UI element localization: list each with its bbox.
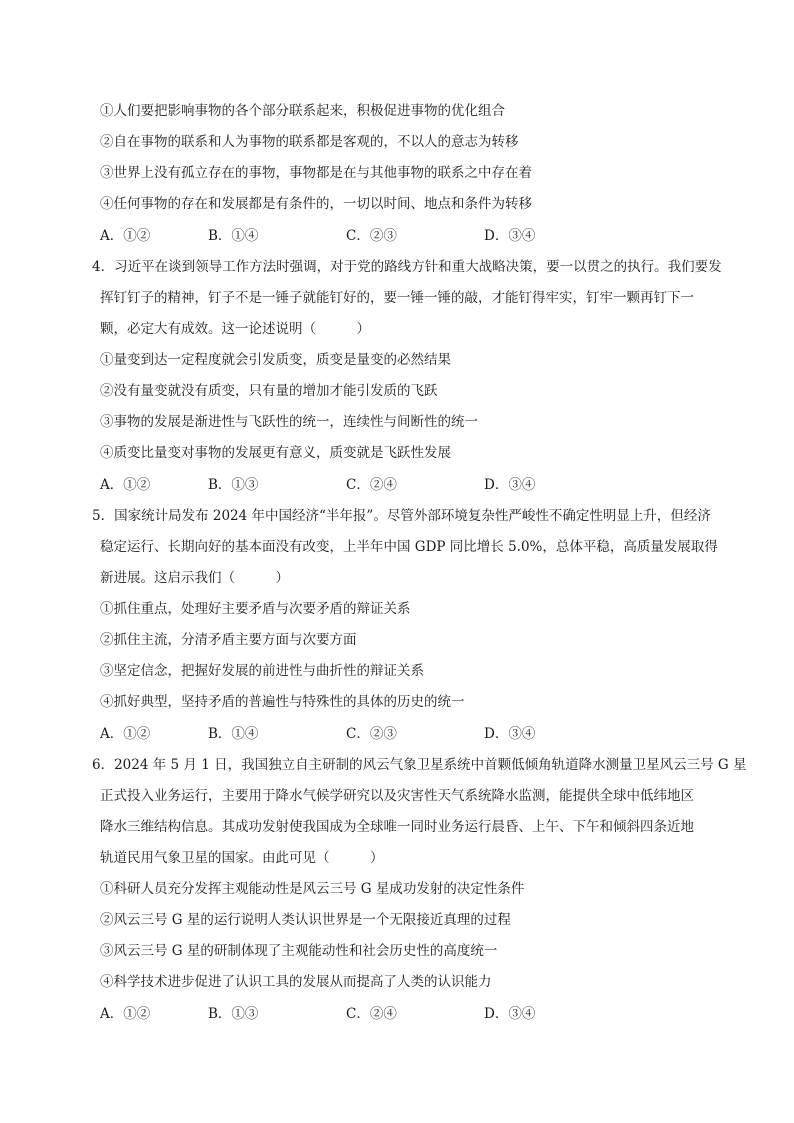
q6-option-b: B．①③ <box>208 1006 259 1022</box>
q6-option-c: C．②④ <box>346 1006 397 1022</box>
q3-option-a: A．①② <box>100 228 151 244</box>
q6-item-4: ④科学技术进步促进了认识工具的发展从而提高了人类的认识能力 <box>100 974 492 990</box>
q5-item-2: ②抓住主流，分清矛盾主要方面与次要方面 <box>100 632 357 648</box>
q6-item-3: ③风云三号 G 星的研制体现了主观能动性和社会历史性的高度统一 <box>100 943 498 959</box>
q5-option-a: A．①② <box>100 726 151 742</box>
q4-item-1: ①量变到达一定程度就会引发质变，质变是量变的必然结果 <box>100 352 451 368</box>
q5-option-d: D．③④ <box>484 726 536 742</box>
q3-item-4: ④任何事物的存在和发展都是有条件的，一切以时间、地点和条件为转移 <box>100 196 532 212</box>
q4-stem-line-3: 颗，必定大有成效。这一论述说明（ ） <box>100 321 370 337</box>
q3-item-1: ①人们要把影响事物的各个部分联系起来，积极促进事物的优化组合 <box>100 103 505 119</box>
q5-option-c: C．②③ <box>346 726 397 742</box>
q3-item-3: ③世界上没有孤立存在的事物，事物都是在与其他事物的联系之中存在着 <box>100 165 532 181</box>
q4-item-2: ②没有量变就没有质变，只有量的增加才能引发质的飞跃 <box>100 383 438 399</box>
q5-stem-line-1: 5．国家统计局发布 2024 年中国经济“半年报”。尽管外部环境复杂性严峻性不确定性明显上升，但经济 <box>92 508 711 524</box>
q4-item-4: ④质变比量变对事物的发展更有意义，质变就是飞跃性发展 <box>100 445 451 461</box>
q6-option-d: D．③④ <box>484 1006 536 1022</box>
q4-option-c: C．②④ <box>346 477 397 493</box>
q3-options <box>100 227 700 245</box>
q6-stem-line-4: 轨道民用气象卫星的国家。由此可见（ ） <box>100 850 384 866</box>
q4-option-b: B．①③ <box>208 477 259 493</box>
q6-item-1: ①科研人员充分发挥主观能动性是风云三号 G 星成功发射的决定性条件 <box>100 881 525 897</box>
q4-options <box>100 476 700 494</box>
q6-option-a: A．①② <box>100 1006 151 1022</box>
q6-stem-line-3: 降水三维结构信息。其成功发射使我国成为全球唯一同时业务运行晨昏、上午、下午和倾斜四条近地 <box>100 819 694 835</box>
q5-stem-line-2: 稳定运行、长期向好的基本面没有改变，上半年中国 GDP 同比增长 5.0%，总体平稳，高质量发展取得 <box>100 539 718 555</box>
q6-item-2: ②风云三号 G 星的运行说明人类认识世界是一个无限接近真理的过程 <box>100 912 511 928</box>
q4-option-a: A．①② <box>100 477 151 493</box>
q3-option-d: D．③④ <box>484 228 536 244</box>
q4-stem-line-1: 4．习近平在谈到领导工作方法时强调，对于党的路线方针和重大战略决策，要一以贯之的执行。我们要发 <box>92 259 722 275</box>
q5-item-4: ④抓好典型，坚持矛盾的普遍性与特殊性的具体的历史的统一 <box>100 694 465 710</box>
q4-option-d: D．③④ <box>484 477 536 493</box>
q5-stem-line-3: 新进展。这启示我们（ ） <box>100 570 289 586</box>
q3-item-2: ②自在事物的联系和人为事物的联系都是客观的，不以人的意志为转移 <box>100 134 519 150</box>
q6-stem-line-2: 正式投入业务运行，主要用于降水气候学研究以及灾害性天气系统降水监测，能提供全球中低纬地区 <box>100 788 694 804</box>
q3-option-b: B．①④ <box>208 228 259 244</box>
q5-option-b: B．①④ <box>208 726 259 742</box>
q5-item-3: ③坚定信念，把握好发展的前进性与曲折性的辩证关系 <box>100 663 424 679</box>
q5-item-1: ①抓住重点，处理好主要矛盾与次要矛盾的辩证关系 <box>100 601 411 617</box>
q6-options <box>100 1005 700 1023</box>
q6-stem-line-1: 6．2024 年 5 月 1 日，我国独立自主研制的风云气象卫星系统中首颗低倾角轨道降水测量卫星风云三号 G 星 <box>92 757 747 773</box>
q4-stem-line-2: 挥钉钉子的精神，钉子不是一锤子就能钉好的，要一锤一锤的敲，才能钉得牢实，钉牢一颗再钉下一 <box>100 290 694 306</box>
q4-item-3: ③事物的发展是渐进性与飞跃性的统一，连续性与间断性的统一 <box>100 414 478 430</box>
q5-options <box>100 725 700 743</box>
q3-option-c: C．②③ <box>346 228 397 244</box>
